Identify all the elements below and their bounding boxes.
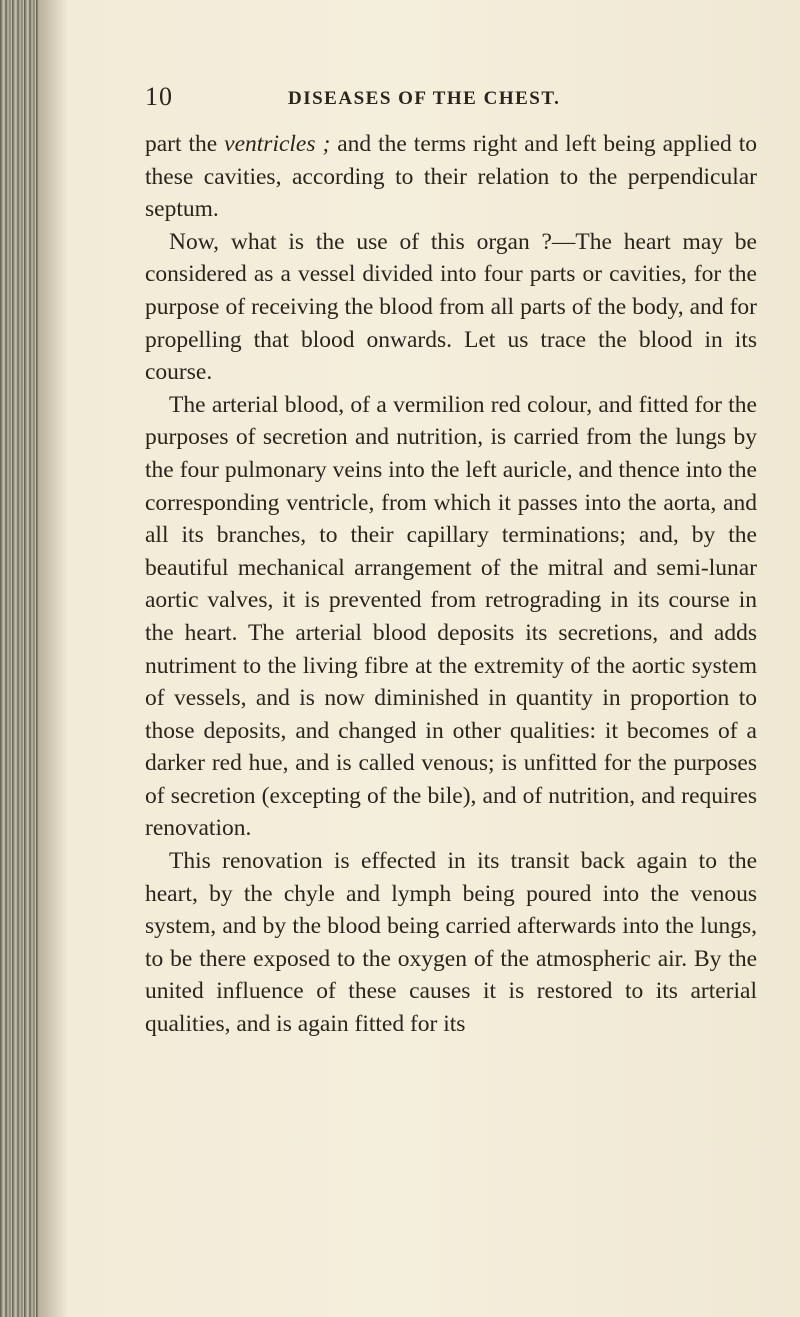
- paragraph-1-rest: and the terms right and left being applied to these cavities, according to their relation to the perpendicular septum.: [145, 131, 757, 223]
- running-title: DISEASES OF THE CHEST.: [288, 88, 561, 109]
- binding-gutter: [0, 0, 38, 1317]
- body-text: [145, 128, 757, 1041]
- gutter-shadow: [38, 0, 68, 1317]
- paragraph-2: Now, what is the use of this organ ?—The heart may be considered as a vessel divided into four parts or cavities, for the purpose of receiving the blood from all parts of the body, and for propelling that blood onwards. Let us trace the blood in its course.: [145, 228, 757, 386]
- paragraph-4: This renovation is effected in its transit back again to the heart, by the chyle and lymph being poured into the venous system, and by the blood being carried afterwards into the lungs, to be there exposed to the oxygen of the atmospheric air. By the united influence of these causes it is restored to its arterial qualities, and is again fitted for its: [145, 848, 757, 1038]
- paragraph-3: The arterial blood, of a vermilion red colour, and fitted for the purposes of secretion and nutrition, is carried from the lungs by the four pulmonary veins into the left auricle, and thence into the corresponding ventricle, from which it passes into the aorta, and all its branches, to their capillary terminations; and, by the beautiful mechanical arrangement of the mitral and semi-lunar aortic valves, it is prevented from retrograding in its course in the heart. The arterial blood deposits its secretions, and adds nutriment to the living fibre at the extremity of the aortic system of vessels, and is now diminished in quantity in proportion to those deposits, and changed in other qualities: it becomes of a darker red hue, and is called venous; is unfitted for the purposes of secretion (excepting of the bile), and of nutrition, and requires renovation.: [145, 391, 757, 842]
- page-number: 10: [145, 82, 173, 111]
- paragraph-1: [145, 128, 757, 226]
- paragraph-1-prefix: part the: [145, 131, 225, 157]
- running-head: [145, 82, 745, 118]
- paragraph-1-italic: ventricles ;: [224, 131, 331, 157]
